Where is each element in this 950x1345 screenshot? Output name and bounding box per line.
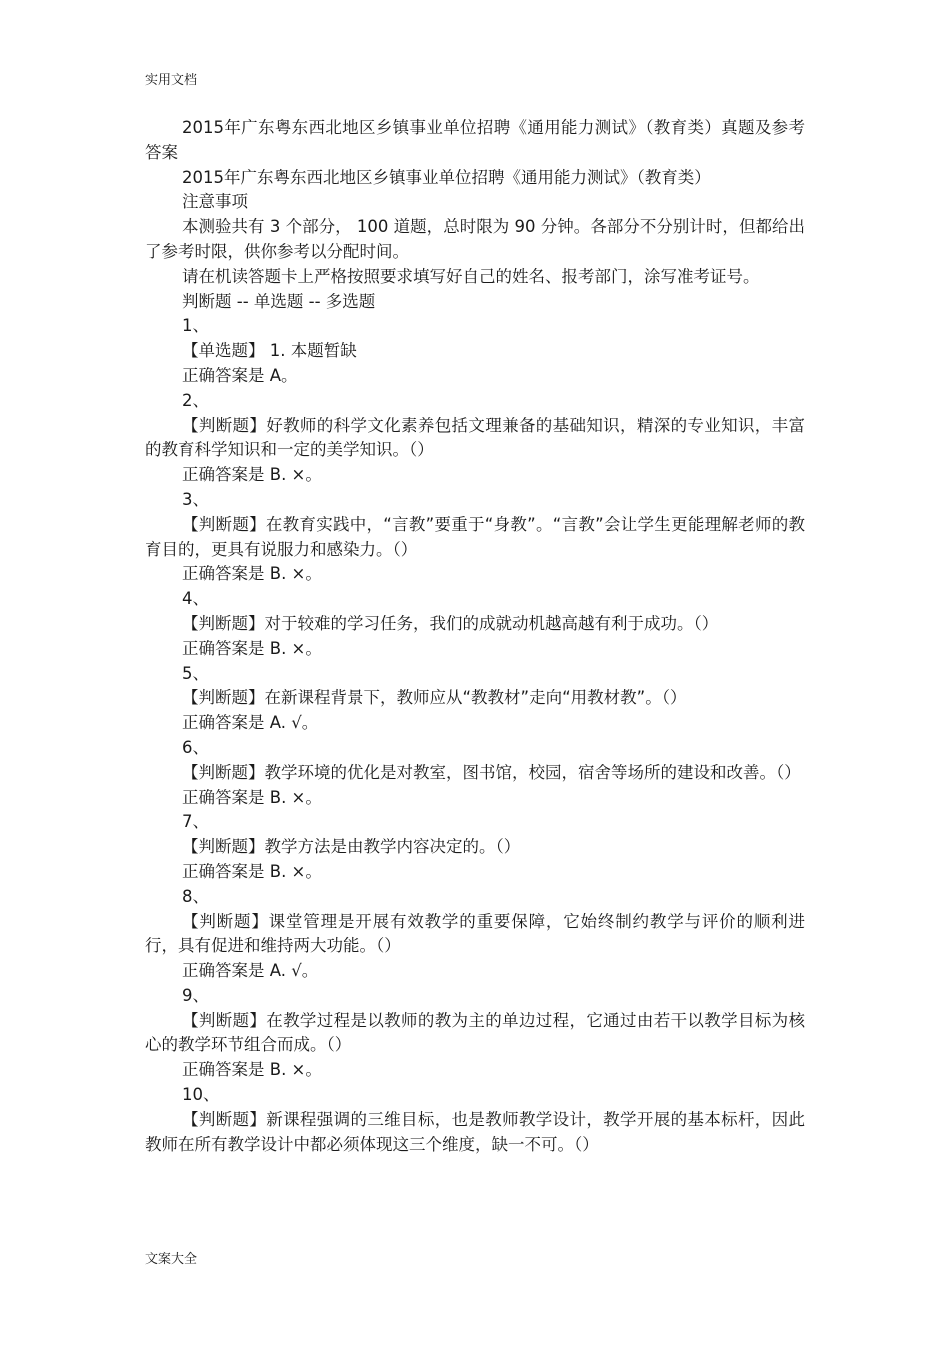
question-text: 【判断题】好教师的科学文化素养包括文理兼备的基础知识，精深的专业知识，丰富的教育科学知识和一定的美学知识。（）: [145, 415, 805, 460]
answer-text: 正确答案是 B. ×。: [182, 1060, 322, 1080]
question-text: 【判断题】课堂管理是开展有效教学的重要保障，它始终制约教学与评价的顺利进行，具有促进和维持两大功能。（）: [145, 911, 805, 956]
answer-text: 正确答案是 B. ×。: [182, 861, 322, 881]
question-number: 1、: [182, 316, 209, 336]
question-number: 7、: [182, 812, 209, 832]
question-text: 【单选题】 1. 本题暂缺: [182, 341, 357, 361]
doc-title: 2015年广东粤东西北地区乡镇事业单位招聘《通用能力测试》（教育类）真题及参考答案: [145, 118, 805, 162]
question-text: 【判断题】在新课程背景下，教师应从“教教材”走向“用教材教”。（）: [182, 688, 687, 708]
question-number: 6、: [182, 737, 209, 757]
question-text: 【判断题】对于较难的学习任务，我们的成就动机越高越有利于成功。（）: [182, 613, 719, 633]
notice-heading: 注意事项: [182, 192, 248, 212]
question-text: 【判断题】新课程强调的三维目标，也是教师教学设计，教学开展的基本标杆，因此教师在所有教学设计中都必须体现这三个维度，缺一不可。（）: [145, 1109, 805, 1154]
page-header: 实用文档: [145, 73, 198, 88]
question-text: 【判断题】教学环境的优化是对教室，图书馆，校园，宿舍等场所的建设和改善。（）: [182, 762, 801, 782]
question-number: 4、: [182, 589, 209, 609]
answer-text: 正确答案是 B. ×。: [182, 638, 322, 658]
question-number: 10、: [182, 1085, 220, 1105]
answer-text: 正确答案是 A. √。: [182, 961, 319, 981]
notice-text: 本测验共有 3 个部分， 100 道题，总时限为 90 分钟。各部分不分别计时，但都给出了参考时限，供你参考以分配时间。: [145, 217, 805, 261]
page-footer: 文案大全: [145, 1252, 198, 1267]
question-number: 9、: [182, 985, 209, 1005]
question-text: 【判断题】在教学过程是以教师的教为主的单边过程，它通过由若干以教学目标为核心的教学环节组合而成。（）: [145, 1010, 805, 1055]
question-text: 【判断题】教学方法是由教学内容决定的。（）: [182, 837, 521, 857]
notice-text: 请在机读答题卡上严格按照要求填写好自己的姓名、报考部门，涂写准考证号。: [182, 266, 760, 286]
question-number: 5、: [182, 663, 209, 683]
question-number: 8、: [182, 886, 209, 906]
question-number: 3、: [182, 489, 209, 509]
answer-text: 正确答案是 B. ×。: [182, 787, 322, 807]
section-list: 判断题 -- 单选题 -- 多选题: [182, 291, 376, 311]
question-text: 【判断题】在教育实践中，“言教”要重于“身教”。“言教”会让学生更能理解老师的教育目的，更具有说服力和感染力。（）: [145, 514, 805, 559]
answer-text: 正确答案是 A. √。: [182, 713, 319, 733]
question-number: 2、: [182, 390, 209, 410]
document-body: [145, 116, 805, 1157]
answer-text: 正确答案是 B. ×。: [182, 465, 322, 485]
doc-subtitle: 2015年广东粤东西北地区乡镇事业单位招聘《通用能力测试》（教育类）: [182, 167, 711, 187]
answer-text: 正确答案是 A。: [182, 365, 298, 385]
answer-text: 正确答案是 B. ×。: [182, 564, 322, 584]
